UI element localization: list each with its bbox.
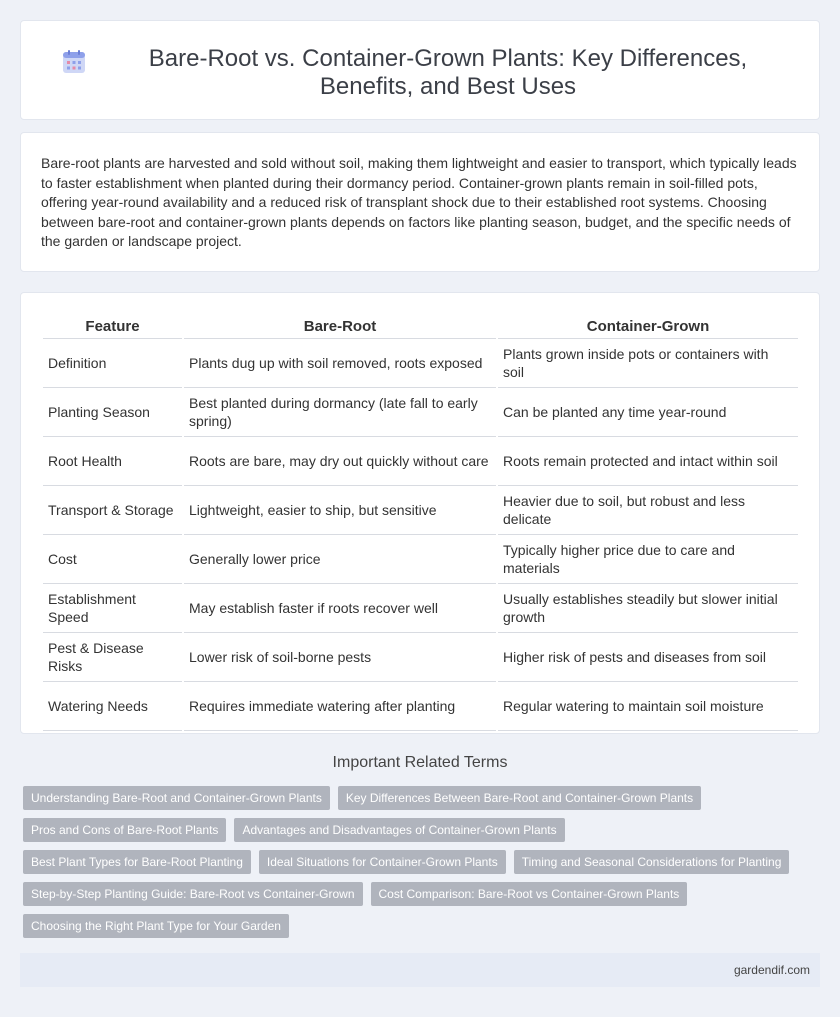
- table-cell-feature: Planting Season: [43, 388, 183, 437]
- summary-card: [20, 132, 820, 272]
- table-cell-feature: Watering Needs: [43, 682, 183, 731]
- related-term-link[interactable]: Ideal Situations for Container-Grown Plants: [259, 850, 506, 874]
- table-cell-bare-root: Requires immediate watering after planting: [183, 682, 497, 731]
- related-term-link[interactable]: Advantages and Disadvantages of Container-Grown Plants: [234, 818, 564, 842]
- table-cell-container-grown: Can be planted any time year-round: [497, 388, 798, 437]
- related-term-link[interactable]: Best Plant Types for Bare-Root Planting: [23, 850, 251, 874]
- header-card: [20, 20, 820, 120]
- table-cell-bare-root: May establish faster if roots recover well: [183, 584, 497, 633]
- table-cell-container-grown: Regular watering to maintain soil moisture: [497, 682, 798, 731]
- related-term-link[interactable]: Step-by-Step Planting Guide: Bare-Root vs Container-Grown: [23, 882, 363, 906]
- related-term-link[interactable]: Timing and Seasonal Considerations for Planting: [514, 850, 790, 874]
- table-cell-bare-root: Best planted during dormancy (late fall to early spring): [183, 388, 497, 437]
- table-cell-feature: Pest & Disease Risks: [43, 633, 183, 682]
- table-cell-container-grown: Higher risk of pests and diseases from soil: [497, 633, 798, 682]
- table-cell-feature: Definition: [43, 339, 183, 388]
- table-row: [43, 535, 798, 584]
- table-row: [43, 584, 798, 633]
- table-cell-bare-root: Roots are bare, may dry out quickly without care: [183, 437, 497, 486]
- comparison-table: [43, 315, 798, 731]
- table-cell-bare-root: Lower risk of soil-borne pests: [183, 633, 497, 682]
- table-cell-bare-root: Lightweight, easier to ship, but sensitive: [183, 486, 497, 535]
- column-header-bare-root: Bare-Root: [183, 315, 497, 339]
- calendar-icon: [61, 49, 87, 75]
- column-header-feature: Feature: [43, 315, 183, 339]
- related-terms-heading: Important Related Terms: [332, 754, 508, 771]
- related-term-link[interactable]: Choosing the Right Plant Type for Your Garden: [23, 914, 289, 938]
- related-terms-list: [23, 786, 803, 946]
- column-header-container-grown: Container-Grown: [497, 315, 798, 339]
- page-title: Bare-Root vs. Container-Grown Plants: Key Differences, Benefits, and Best Uses: [148, 45, 748, 100]
- table-row: [43, 388, 798, 437]
- table-cell-bare-root: Plants dug up with soil removed, roots exposed: [183, 339, 497, 388]
- table-cell-feature: Cost: [43, 535, 183, 584]
- table-cell-container-grown: Plants grown inside pots or containers with soil: [497, 339, 798, 388]
- table-header-row: [43, 315, 798, 339]
- table-row: [43, 339, 798, 388]
- related-term-link[interactable]: Cost Comparison: Bare-Root vs Container-Grown Plants: [371, 882, 688, 906]
- table-row: [43, 682, 798, 731]
- table-row: [43, 486, 798, 535]
- table-cell-container-grown: Typically higher price due to care and materials: [497, 535, 798, 584]
- table-cell-feature: Establishment Speed: [43, 584, 183, 633]
- summary-paragraph: Bare-root plants are harvested and sold without soil, making them lightweight and easier to transport, which typically leads to faster establishment when planted during their dormancy period. Container-grown plants remain in soil-filled pots, offering year-round availability and a reduced risk of transplant shock due to their established root systems. Choosing between bare-root and container-grown plants depends on factors like planting season, budget, and the specific needs of the garden or landscape project.: [41, 155, 797, 249]
- comparison-table-card: [20, 292, 820, 734]
- table-cell-feature: Transport & Storage: [43, 486, 183, 535]
- table-cell-container-grown: Usually establishes steadily but slower initial growth: [497, 584, 798, 633]
- table-row: [43, 437, 798, 486]
- footer: [20, 953, 820, 987]
- related-term-link[interactable]: Pros and Cons of Bare-Root Plants: [23, 818, 226, 842]
- related-term-link[interactable]: Key Differences Between Bare-Root and Container-Grown Plants: [338, 786, 701, 810]
- table-cell-container-grown: Heavier due to soil, but robust and less delicate: [497, 486, 798, 535]
- title-wrap: [61, 45, 789, 101]
- table-cell-feature: Root Health: [43, 437, 183, 486]
- footer-site-link[interactable]: gardendif.com: [733, 963, 810, 977]
- table-cell-container-grown: Roots remain protected and intact within soil: [497, 437, 798, 486]
- table-cell-bare-root: Generally lower price: [183, 535, 497, 584]
- table-row: [43, 633, 798, 682]
- related-term-link[interactable]: Understanding Bare-Root and Container-Grown Plants: [23, 786, 330, 810]
